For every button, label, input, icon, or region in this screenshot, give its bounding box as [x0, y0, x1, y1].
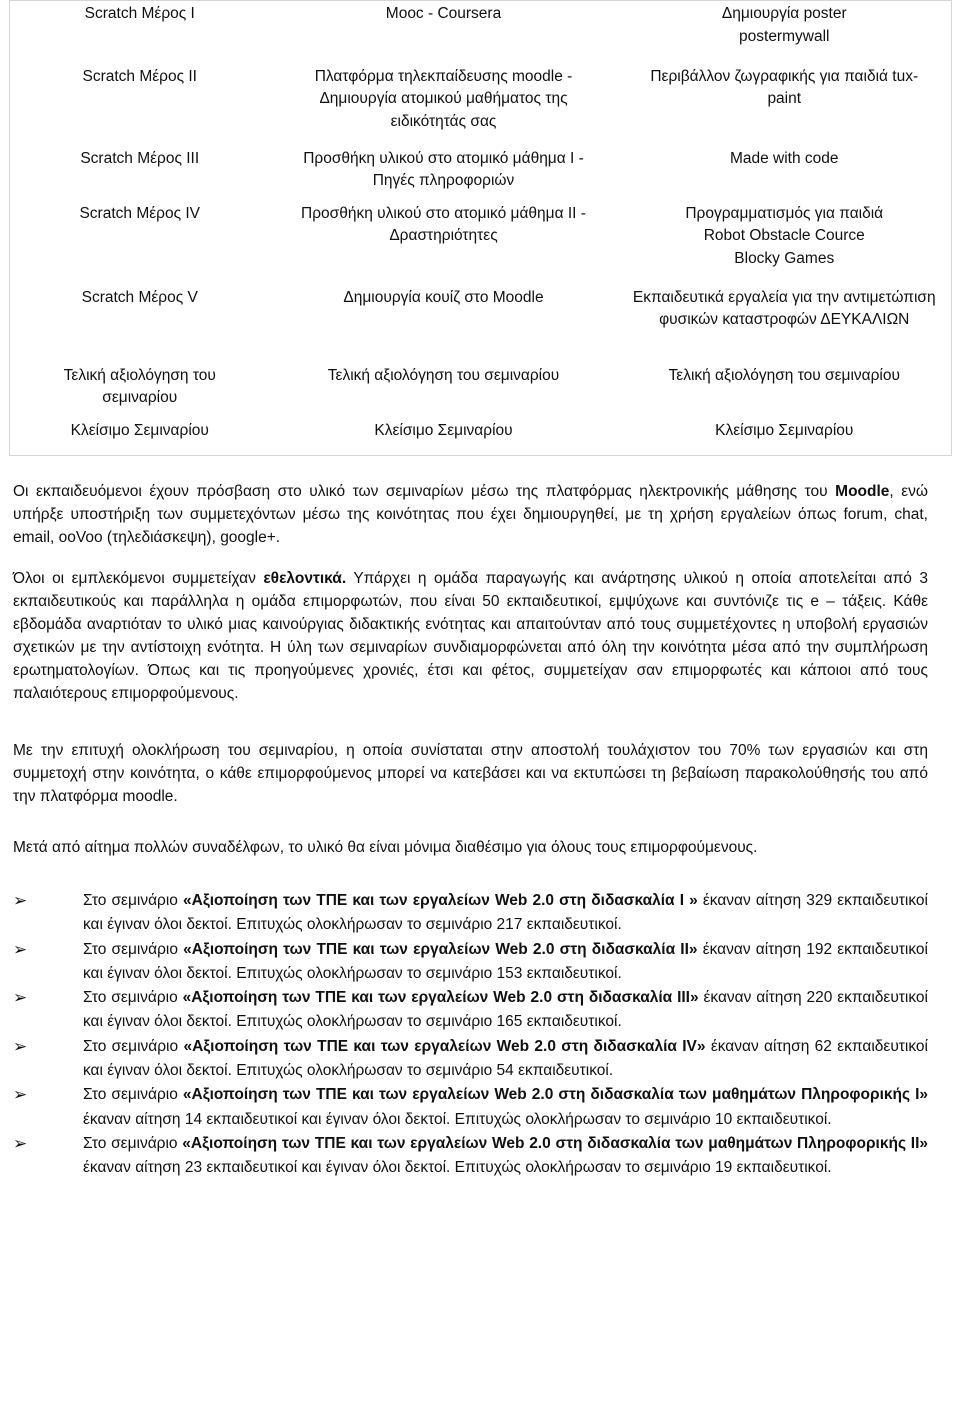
arrow-bullet-icon: ➢ — [13, 988, 28, 1009]
text-span: έκαναν αίτηση 23 εκπαιδευτικοί και έγιναν όλοι δεκτοί. Επιτυχώς ολοκλήρωσαν το σεμινάριο 19 εκπαιδευτικοί. — [83, 1159, 832, 1177]
table-cell: Προσθήκη υλικού στο ατομικό μάθημα Ι - Πηγές πληροφοριών — [303, 149, 584, 189]
bold-text: «Αξιοποίηση των ΤΠΕ και των εργαλείων Web 2.0 στη διδασκαλία Ι » — [183, 892, 698, 909]
table-cell: Κλείσιμο Σεμιναρίου — [715, 421, 854, 439]
table-row — [10, 285, 952, 363]
bold-text: «Αξιοποίηση των ΤΠΕ και των εργαλείων Web 2.0 στη διδασκαλία των μαθημάτων Πληροφορικής ΙΙ» — [182, 1134, 928, 1152]
arrow-bullet-icon: ➢ — [13, 1085, 28, 1106]
table-cell: Scratch Μέρος ΙΙ — [82, 67, 197, 85]
table-row — [10, 201, 952, 285]
table-row — [10, 418, 952, 456]
text-span: έκαναν αίτηση 220 εκπαιδευτικοί και έγιναν όλοι δεκτοί. Επιτυχώς ολοκλήρωσαν το σεμινάριο 165 εκπαιδευτικοί. — [83, 989, 928, 1031]
arrow-bullet-icon: ➢ — [13, 1036, 28, 1057]
schedule-table — [9, 0, 952, 456]
text-span: έκαναν αίτηση 192 εκπαιδευτικοί και έγιναν όλοι δεκτοί. Επιτυχώς ολοκλήρωσαν το σεμινάριο 153 εκπαιδευτικοί. — [83, 940, 928, 982]
table-cell: Εκπαιδευτικά εργαλεία για την αντιμετώπιση φυσικών καταστροφών ΔΕΥΚΑΛΙΩΝ — [632, 288, 936, 328]
body-text — [13, 480, 928, 1181]
table-cell: Scratch Μέρος V — [81, 288, 198, 306]
bold-text: Moodle — [835, 483, 890, 500]
table-row — [10, 64, 952, 146]
arrow-bullet-icon: ➢ — [13, 939, 28, 960]
paragraph-completion: Με την επιτυχή ολοκλήρωση του σεμιναρίου, η οποία συνίσταται στην αποστολή τουλάχιστον του 70% των εργασιών και στη συμμετοχή στην κοινότητα, ο κάθε επιμορφούμενος μπορεί να κατεβάσει και να εκτυπώσει τη βεβαίωση παρακολούθησής του από την πλατφόρμα moodle. — [13, 742, 928, 805]
text-span: Στο σεμινάριο — [83, 892, 184, 909]
list-item — [13, 938, 928, 987]
table-cell: Δημιουργία κουίζ στο Moodle — [343, 288, 544, 306]
bold-text: «Αξιοποίηση των ΤΠΕ και των εργαλείων Web 2.0 στη διδασκαλία IV» — [183, 1037, 706, 1055]
table-cell: Τελική αξιολόγηση του σεμιναρίου — [63, 366, 216, 406]
table-row — [10, 363, 952, 418]
table-row — [10, 1, 952, 64]
text-span: Στο σεμινάριο — [83, 1086, 183, 1104]
table-cell: Περιβάλλον ζωγραφικής για παιδιά tux-paint — [650, 67, 919, 107]
bold-text: εθελοντικά. — [263, 570, 347, 587]
text-span: Υπάρχει η ομάδα παραγωγής και ανάρτησης υλικού η οποία αποτελείται από 3 εκπαιδευτικούς και παράλληλα η ομάδα επιμορφωτών, που είναι 50 εκπαιδευτικοί, εμψύχωνε και συντόνιζε τις e – τάξεις. Κάθε εβδομάδα αναρτιόταν το υλικό μιας καινούργιας διδακτικής ενότητας και απαιτούνταν από τους συμμετέχοντες η υποβολή εργασιών σχετικών με την αντίστοιχη ενότητα. Η ύλη των σεμιναρίων συνδιαμορφώνεται από όλη την κοινότητα μέσα από την συμπλήρωση ερωτηματολογίων. Όπως και τις προηγούμενες χρονιές, έτσι και φέτος, συμμετείχαν σαν επιμορφωτές και κάποιοι από τους παλαιότερους επιμορφούμενους. — [13, 570, 929, 702]
list-item — [13, 1132, 928, 1181]
table-cell: Κλείσιμο Σεμιναρίου — [374, 421, 513, 439]
text-span: έκαναν αίτηση 14 εκπαιδευτικοί και έγιναν όλοι δεκτοί. Επιτυχώς ολοκλήρωσαν το σεμινάριο 10 εκπαιδευτικοί. — [83, 1110, 832, 1128]
text-span: έκαναν αίτηση 329 εκπαιδευτικοί και έγιναν όλοι δεκτοί. Επιτυχώς ολοκλήρωσαν το σεμινάριο 217 εκπαιδευτικοί. — [83, 892, 928, 934]
text-span: έκαναν αίτηση 62 εκπαιδευτικοί και έγιναν όλοι δεκτοί. Επιτυχώς ολοκλήρωσαν το σεμινάριο 54 εκπαιδευτικοί. — [83, 1037, 928, 1080]
table-cell: Δημιουργία poster postermywall — [721, 5, 847, 45]
table-cell: Τελική αξιολόγηση του σεμιναρίου — [668, 366, 900, 384]
text-span: , ενώ υπήρξε υποστήριξη των συμμετεχόντων μέσω της κοινότητας που έχει δημιουργηθεί, με τη χρήση εργαλείων όπως forum, chat, email, ooVoo (τηλεδιάσκεψη), google+. — [13, 483, 929, 546]
paragraph-material: Μετά από αίτημα πολλών συναδέλφων, το υλικό θα είναι μόνιμα διαθέσιμο για όλους τους επιμορφούμενους. — [13, 839, 758, 856]
text-span: Στο σεμινάριο — [83, 989, 183, 1007]
table-row — [10, 146, 952, 201]
text-span: Οι εκπαιδευόμενοι έχουν πρόσβαση στο υλικό των σεμιναρίων μέσω της πλατφόρμας ηλεκτρονικής μάθησης του — [13, 483, 836, 500]
list-item — [13, 1083, 928, 1132]
table-cell: Scratch Μέρος Ι — [84, 5, 195, 22]
text-span: Στο σεμινάριο — [83, 1134, 183, 1152]
paragraph-volunteers — [13, 567, 928, 705]
bold-text: «Αξιοποίηση των ΤΠΕ και των εργαλείων Web 2.0 στη διδασκαλία ΙΙ» — [183, 940, 698, 958]
table-cell: Made with code — [729, 149, 839, 167]
text-span: Στο σεμινάριο — [83, 940, 184, 958]
table-cell: Scratch Μέρος ΙΙΙ — [80, 149, 200, 167]
arrow-bullet-icon: ➢ — [13, 1133, 28, 1154]
table-cell: Προγραμματισμός για παιδιά Robot Obstacle Cource Blocky Games — [685, 204, 884, 267]
list-item — [13, 1035, 928, 1084]
text-span: Στο σεμινάριο — [83, 1037, 184, 1055]
text-span: Όλοι οι εμπλεκόμενοι συμμετείχαν — [13, 570, 264, 587]
table-cell: Τελική αξιολόγηση του σεμιναρίου — [327, 366, 560, 384]
bold-text: «Αξιοποίηση των ΤΠΕ και των εργαλείων Web 2.0 στη διδασκαλία των μαθημάτων Πληροφορικής Ι» — [182, 1086, 929, 1104]
table-cell: Κλείσιμο Σεμιναρίου — [70, 421, 209, 439]
bold-text: «Αξιοποίηση των ΤΠΕ και των εργαλείων Web 2.0 στη διδασκαλία ΙΙΙ» — [182, 989, 699, 1007]
table-cell: Scratch Μέρος ΙV — [79, 204, 201, 222]
paragraph-access — [13, 480, 928, 549]
table-cell: Mooc - Coursera — [385, 5, 502, 22]
list-item — [13, 986, 928, 1035]
seminar-list — [13, 889, 928, 1181]
list-item — [13, 889, 928, 938]
table-cell: Πλατφόρμα τηλεκπαίδευσης moodle - Δημιουργία ατομικού μαθήματος της ειδικότητάς σας — [314, 67, 573, 130]
arrow-bullet-icon: ➢ — [13, 891, 28, 911]
table-cell: Προσθήκη υλικού στο ατομικό μάθημα ΙΙ - Δραστηριότητες — [301, 204, 586, 244]
